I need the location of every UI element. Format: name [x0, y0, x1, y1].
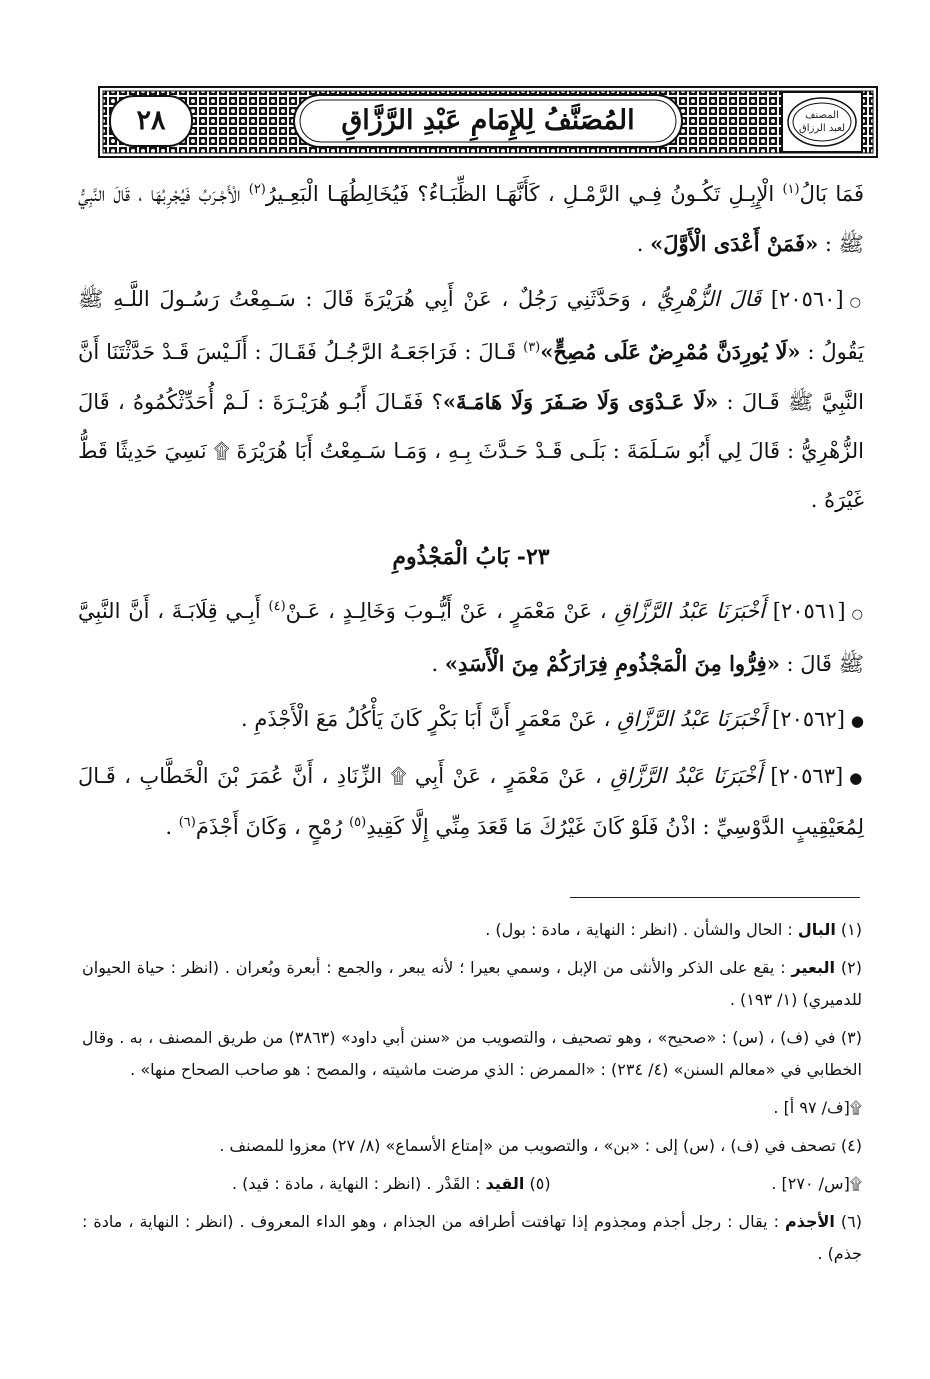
hadith-quote: «فِرُّوا مِنَ الْمَجْذُومِ فِرَارَكُمْ مِنَ الْأَسَدِ»: [444, 651, 780, 676]
footnote-text: في (ف) ، (س) : «صحيح» ، وهو تصحيف ، والتصويب من «سنن أبي داود» (٣٨٦٣) من طريق المصنف ، به . وقال الخطابي في «معالم السنن» (٤/ ٢٣٤) : «الممرض : الذي مرضت ماشيته ، والمصح : هو صاحب الصحاح منها» .: [82, 1028, 862, 1079]
hadith-number: [٢٠٥٦٣]: [770, 764, 844, 788]
footnote-term: الأجذم: [784, 1212, 835, 1231]
manuscript-marker-icon: ۩: [382, 764, 415, 788]
hadith-quote: «فَمَنْ أَعْدَى الْأَوَّلَ»: [650, 231, 819, 256]
manuscript-ref-1: ۩[ف/ ٩٧ أ] .: [773, 1098, 862, 1117]
hadith-number: [٢٠٥٦٢]: [772, 707, 845, 731]
footnote-6: [82, 1206, 862, 1270]
hollow-bullet-icon: ○: [851, 607, 865, 622]
footnote-1: [82, 914, 862, 946]
text-run: .: [165, 815, 179, 839]
text-run: الْإِبِـلِ تَكُـونُ فِـي الرَّمْـلِ ، كَأَنَّهَـا الظِّبَـاءُ؟ فَيُخَالِطُهَـا الْبَعِـيرُ: [265, 182, 783, 206]
text-run: .: [431, 652, 445, 676]
hadith-20562: [78, 695, 864, 746]
hadith-number: [٢٠٥٦٠]: [770, 287, 844, 311]
narrator: أَخْبَرَنَا عَبْدُ الرَّزَّاقِ: [614, 599, 773, 623]
footnote-number: (٦): [840, 1212, 862, 1231]
filled-bullet-icon: ●: [849, 769, 865, 787]
hadith-20563: [78, 752, 864, 852]
footnote-text: : الحال والشأن . (انظر : النهاية ، مادة : بول) .: [485, 920, 798, 939]
hadith-quote: «لَا عَـدْوَى وَلَا صَـفَرَ وَلَا هَامَـةَ»: [442, 389, 719, 414]
text-run: أَبِـي قِلَابَـةَ ، أَنَّ النَّبِيَّ ﷺ قَالَ :: [78, 599, 864, 676]
text-run: نَسِيَ حَدِيثًا قَطُّ غَيْرَهُ .: [78, 439, 864, 512]
footnote-text: : القَدْر . (انظر : النهاية ، مادة : قيد) .: [232, 1174, 486, 1193]
main-text: [78, 170, 864, 854]
hadith-number: [٢٠٥٦١]: [772, 599, 846, 623]
seal-line-2: لعبد الرزاق: [798, 123, 846, 134]
footnote-number: (١): [840, 920, 862, 939]
book-seal-logo: [786, 94, 858, 150]
page-number: ٢٨: [136, 105, 166, 136]
footnote-number: (٣): [840, 1028, 862, 1047]
footnote-number: (٢): [840, 958, 862, 977]
manuscript-marker-icon: ۩: [206, 439, 237, 463]
text-run: ، عَنْ مَعْمَرٍ أَنَّ أَبَا بَكْرٍ كَانَ يَأْكُلُ مَعَ الْأَجْذَمِ .: [241, 707, 618, 731]
hollow-bullet-icon: ○: [849, 295, 865, 310]
hadith-quote: «لَا يُورِدَنَّ مُمْرِضٌ عَلَى مُصِحٍّ»: [540, 339, 801, 364]
footnote-term: البال: [797, 920, 836, 939]
footnote-ref-6[interactable]: (٦): [178, 815, 196, 830]
footnote-divider: [570, 897, 860, 898]
seal-line-1: المصنف: [805, 110, 839, 121]
narrator: قَالَ الزُّهْرِيُّ: [656, 287, 771, 311]
chapter-heading: ٢٣- بَابُ الْمَجْذُومِ: [392, 544, 550, 570]
running-title: المُصَنَّفُ لِلإِمَامِ عَبْدِ الرَّزَّاقِ: [341, 105, 635, 136]
footnote-5: [232, 1168, 551, 1200]
footnote-ref-2[interactable]: (٢): [248, 182, 266, 197]
text-run: .: [636, 232, 651, 256]
footnote-text: تصحف في (ف) ، (س) إلى : «بن» ، والتصويب من «إمتاع الأسماع» (٨/ ٢٧) معزوا للمصنف .: [219, 1136, 841, 1155]
text-run: ، عَنْ مَعْمَرٍ ، عَنْ أَبِي: [414, 764, 611, 788]
page-header: [98, 86, 878, 158]
text-run: ، وَحَدَّثَنِي رَجُلٌ ، عَنْ أَبِي هُرَيْرَةَ قَالَ : سَـمِعْتُ رَسُـولَ اللَّـهِ ﷺ يَقُولُ :: [78, 287, 864, 364]
footnote-number: (٥): [529, 1174, 551, 1193]
hadith-20560: [78, 275, 864, 525]
filled-bullet-icon: ●: [850, 712, 864, 730]
narrator: أَخْبَرَنَا عَبْدُ الرَّزَّاقِ: [610, 764, 771, 788]
footnote-ref-5[interactable]: (٥): [349, 815, 367, 830]
text-run: رُمْحٍ ، وَكَانَ أَجْذَمَ: [195, 815, 350, 839]
text-run: فَمَا بَالُ: [799, 182, 864, 206]
footnote-2: [82, 952, 862, 1016]
text-run: الزِّنَادِ ، أَنَّ عُمَرَ بْنَ الْخَطَّابِ ، قَـالَ لِمُعَيْقِيبٍ الدَّوْسِيِّ : اذْنُ فَلَوْ كَانَ غَيْرُكَ مَا قَعَدَ مِنِّي إِلَّا كَقِيدِ: [78, 764, 864, 839]
footnote-ref-4[interactable]: (٤): [268, 599, 286, 614]
footnotes: [82, 914, 862, 1276]
footnote-number: (٤): [840, 1136, 862, 1155]
manuscript-ref-2: ۩[س/ ٢٧٠] .: [771, 1174, 862, 1193]
text-run: ، عَنْ مَعْمَرٍ ، عَنْ أَيُّـوبَ وَخَالِـدٍ ، عَـنْ: [285, 599, 615, 623]
narrator: أَخْبَرَنَا عَبْدُ الرَّزَّاقِ: [617, 707, 773, 731]
text-run: ؟ فَقَـالَ أَبُـو هُرَيْـرَةَ : لَـمْ أُحَدِّثْكُمُوهُ ، قَالَ الزُّهْرِيُّ : قَالَ لِي أَبُو سَـلَمَةَ : بَلَـى قَـدْ حَـدَّثَ بِـهِ ، وَمَـا سَـمِعْتُ أَبَا هُرَيْرَةَ: [78, 390, 864, 463]
footnote-term: البعير: [791, 958, 836, 977]
text-run: قَـالَ : فَرَاجَعَـهُ الرَّجُـلُ فَقَـالَ : أَلَـيْسَ قَـدْ حَدَّثْتَنَا أَنَّ النَّبِيَّ ﷺ قَـالَ :: [78, 340, 864, 414]
footnote-ref-1[interactable]: (١): [782, 182, 800, 197]
footnote-4: [82, 1130, 862, 1162]
footnote-row: [82, 1168, 862, 1200]
footnote-text: : يقع على الذكر والأنثى من الإبل ، وسمي بعيرا ؛ لأنه يبعر ، والجمع : أبعرة وبُعران . (انظر : حياة الحيوان للدميري) (١/ ١٩٣) .: [82, 958, 862, 1009]
footnote-3: [82, 1022, 862, 1086]
footnote-term: القيد: [485, 1174, 525, 1193]
footnote-ref-3[interactable]: (٣): [523, 340, 541, 355]
opening-paragraph: [78, 170, 864, 269]
hadith-20561: [78, 587, 864, 689]
text-run: الْأَجْـرَبُ فَيُجْرِبُهَا ، قَالَ النَّبِيُّ ﷺ :: [78, 182, 864, 256]
footnote-text: : يقال : رجل أجذم ومجذوم إذا تهافتت أطرافه من الجذام ، وهو الداء المعروف . (انظر : النهاية ، مادة : جذم) .: [82, 1212, 862, 1263]
